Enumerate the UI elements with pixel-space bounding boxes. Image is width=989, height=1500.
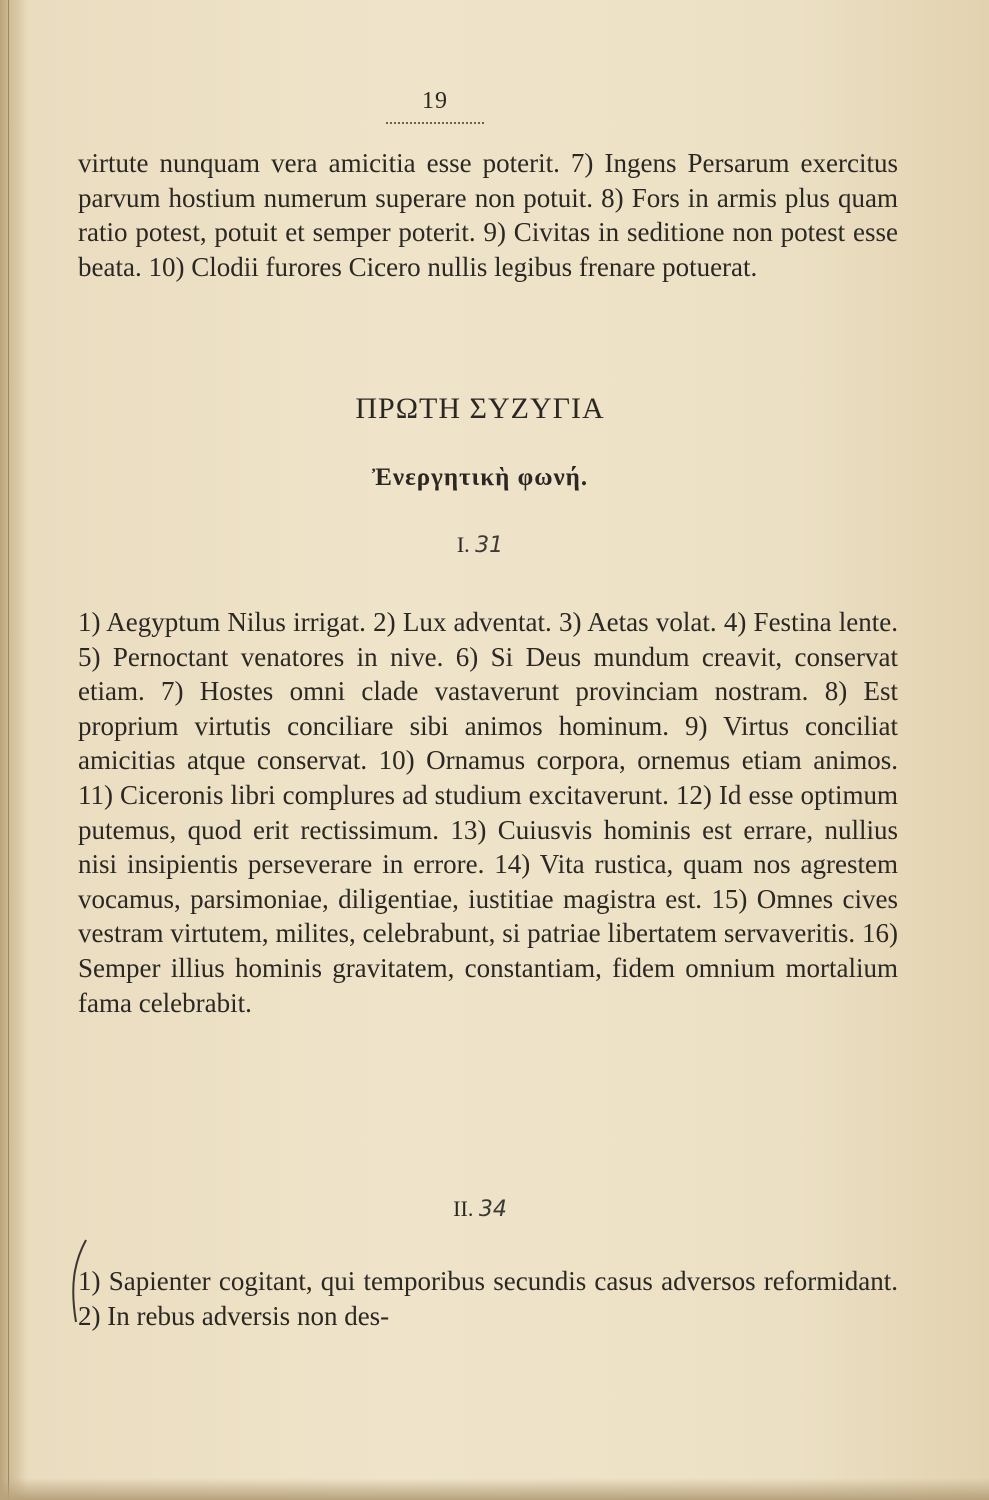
section-one-text: 1) Aegyptum Nilus irrigat. 2) Lux adventat. 3) Aetas volat. 4) Festina lente. 5) Pernoctant venatores in nive. 6) Si Deus mundum creavit, conservat etiam. 7) Hostes omni clade vastaverunt provinciam nostram. 8) Est proprium virtutis conciliare sibi animos hominum. 9) Virtus conciliat amicitias atque conservat. 10) Ornamus corpora, ornemus etiam animos. 11) Ciceronis libri complures ad studium excitaverunt. 12) Id esse optimum putemus, quod erit rectissimum. 13) Cuiusvis hominis est errare, nullius nisi insipientis perseverare in errore. 14) Vita rustica, quam nos agrestem vocamus, parsimoniae, diligentiae, iustitiae magistra est. 15) Omnes cives vestram virtutem, milites, celebrabunt, si patriae libertatem servaveritis. 16) Semper illius hominis gravitatem, constantiam, fidem omnium mortalium fama celebrabit. [78,607,898,1018]
section-two-label: II. [453,1196,474,1221]
margin-line [8,0,9,1500]
page-bottom-shadow [0,1478,989,1500]
section-one-pencil-note: 31 [475,533,504,558]
chapter-heading: ΠΡΩΤΗ ΣΥΖΥΓΙΑ [355,392,605,425]
section-one-number [380,532,580,558]
section-two-text: 1) Sapienter cogitant, qui temporibus secundis casus adversos reformidant. 2) In rebus adversis non des- [78,1266,898,1331]
section-two-pencil-note: 34 [478,1197,507,1222]
page-binding-shadow [0,0,26,1500]
section-two-number [380,1196,580,1222]
paragraph-continuation [78,146,898,284]
paragraph-top-text: virtute nunquam vera amicitia esse poterit. 7) Ingens Persarum exercitus parvum hostium numerum superare non potuit. 8) Fors in armis plus quam ratio potest, potuit et semper poterit. 9) Civitas in seditione non potest esse beata. 10) Clodii furores Cicero nullis legibus frenare potuerat. [78,148,898,282]
section-one-exercises [78,605,898,1020]
chapter-subheading: Ἐνεργητικὴ φωνή. [371,464,589,491]
section-one-label: I. [456,532,470,557]
page-number: 19 [422,88,448,114]
page-number-rule [386,122,484,124]
section-two-exercises [78,1264,898,1333]
